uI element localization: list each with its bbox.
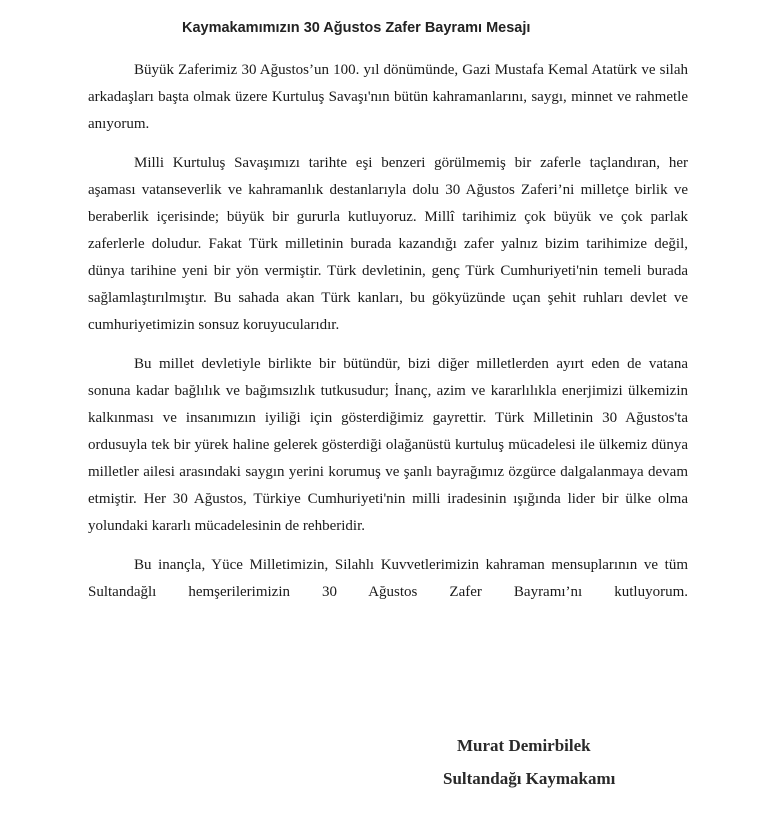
paragraph-unity: Bu millet devletiyle birlikte bir bütündür, bizi diğer milletlerden ayırt eden de vatana sonuna kadar bağlılık ve bağımsızlık tutkusudur; İnanç, azim ve kararlılıkla enerjimizi ülkemizin kalkınması ve insanımızın iyiliği için gösterdiğimiz gayrettir. Türk Milletinin 30 Ağustos'ta ordusuyla tek bir yürek haline gelerek gösterdiği olağanüstü kurtuluş mücadelesi ile ülkemiz dünya milletler ailesi arasındaki saygın yerini korumuş ve şanlı bayrağımız özgürce dalgalanmaya devam etmiştir. Her 30 Ağustos, Türkiye Cumhuriyeti'nin milli iradesinin ışığında lider bir ülke olma yolundaki kararlı mücadelesinin de rehberidir. [88,356,688,534]
paragraph-anniversary: Büyük Zaferimiz 30 Ağustos’un 100. yıl dönümünde, Gazi Mustafa Kemal Atatürk ve silah arkadaşları başta olmak üzere Kurtuluş Savaşı'nın bütün kahramanlarını, saygı, minnet ve rahmetle anıyorum. [88,62,688,132]
paragraph-celebration: Bu inançla, Yüce Milletimizin, Silahlı Kuvvetlerimizin kahraman mensuplarının ve tüm Sultandağlı hemşerilerimizin 30 Ağustos Zafer Bayramı’nı kutluyorum. [88,557,688,600]
document-title: Kaymakamımızın 30 Ağustos Zafer Bayramı Mesajı [182,20,531,36]
message-body [88,57,688,618]
paragraph-victory: Milli Kurtuluş Savaşımızı tarihte eşi benzeri görülmemiş bir zaferle taçlandıran, her aşaması vatanseverlik ve kahramanlık destanlarıyla dolu 30 Ağustos Zaferi’ni milletçe birlik ve beraberlik içerisinde; büyük bir gururla kutluyoruz. Millî tarihimiz çok büyük ve çok parlak zaferlerle doludur. Fakat Türk milletinin burada kazandığı zafer yalnız bizim tarihimize değil, dünya tarihine yeni bir yön vermiştir. Türk devletinin, genç Türk Cumhuriyeti'nin temeli burada sağlamlaştırılmıştır. Bu sahada akan Türk kanları, bu gökyüzünde uçan şehit ruhları devlet ve cumhuriyetimizin sonsuz koruyucularıdır. [88,155,688,333]
signature-position: Sultandağı Kaymakamı [443,769,616,788]
signature-name: Murat Demirbilek [457,736,591,755]
